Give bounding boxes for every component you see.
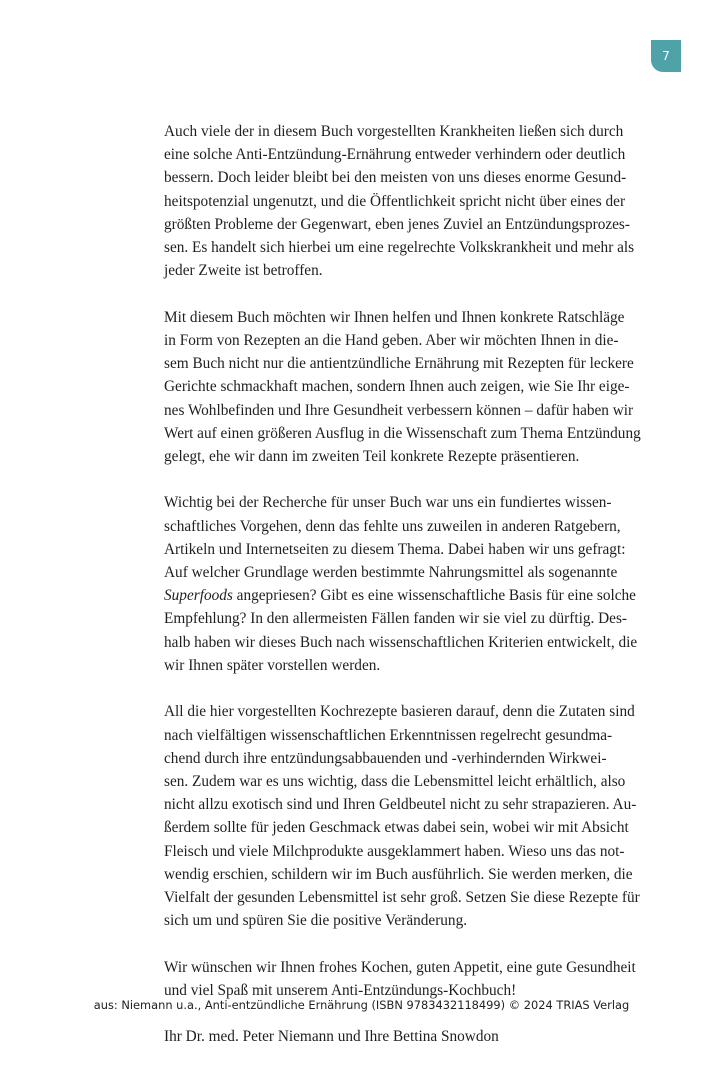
text-line: Gerichte schmackhaft machen, sondern Ihnen auch zeigen, wie Sie Ihr eige- — [164, 378, 630, 396]
paragraph — [164, 1025, 644, 1048]
text-line: Wichtig bei der Recherche für unser Buch war uns ein fundiertes wissen- — [164, 494, 612, 512]
text-line: bessern. Doch leider bleibt bei den meisten von uns dieses enorme Gesund- — [164, 169, 627, 187]
text-line: chend durch ihre entzündungsabbauenden und -verhindernden Wirkwei- — [164, 749, 607, 767]
text-line: Auch viele der in diesem Buch vorgestellten Krankheiten ließen sich durch — [164, 123, 624, 140]
text-line: halb haben wir dieses Buch nach wissenschaftlichen Kriterien entwickelt, die — [164, 633, 638, 651]
text-line: gelegt, ehe wir dann im zweiten Teil konkrete Rezepte präsentieren. — [164, 447, 580, 465]
text-line: größten Probleme der Gegenwart, eben jenes Zuviel an Entzündungsprozes- — [164, 215, 630, 233]
text-line: All die hier vorgestellten Kochrezepte basieren darauf, denn die Zutaten sind — [164, 703, 635, 721]
paragraph — [164, 306, 644, 468]
text-line: Fleisch und viele Milchprodukte ausgeklammert haben. Wieso uns das not- — [164, 842, 625, 860]
text-line: Auf welcher Grundlage werden bestimmte Nahrungsmittel als sogenannte — [164, 564, 618, 582]
text-line-rest: angepriesen? Gibt es eine wissenschaftliche Basis für eine solche — [232, 587, 636, 605]
text-line: schaftliches Vorgehen, denn das fehlte uns zuweilen in anderen Ratgebern, — [164, 517, 621, 535]
italic-term: Superfoods — [164, 587, 233, 605]
text-line: Mit diesem Buch möchten wir Ihnen helfen und Ihnen konkrete Ratschläge — [164, 308, 625, 326]
text-line: Vielfalt der gesunden Lebensmittel ist sehr groß. Setzen Sie diese Rezepte für — [164, 888, 640, 906]
paragraph — [164, 700, 644, 932]
text-line: sem Buch nicht nur die antientzündliche Ernährung mit Rezepten für leckere — [164, 355, 634, 373]
body-text — [164, 120, 644, 1072]
paragraph — [164, 120, 644, 282]
text-line: eine solche Anti-Entzündung-Ernährung entweder verhindern oder deutlich — [164, 146, 626, 164]
text-line: heitspotenzial ungenutzt, und die Öffentlichkeit spricht nicht über eines der — [164, 192, 626, 210]
page-number-badge: 7 — [651, 40, 681, 72]
text-line: Ihr Dr. med. Peter Niemann und Ihre Bettina Snowdon — [164, 1028, 499, 1046]
text-line: nach vielfältigen wissenschaftlichen Erkenntnissen regelrecht gesundma- — [164, 726, 613, 744]
text-line: Artikeln und Internetseiten zu diesem Thema. Dabei haben wir uns gefragt: — [164, 540, 626, 558]
text-line: nes Wohlbefinden und Ihre Gesundheit verbessern können – dafür haben wir — [164, 401, 634, 419]
text-line: wir Ihnen später vorstellen werden. — [164, 656, 381, 674]
text-line: wendig erschien, schildern wir im Buch ausführlich. Sie werden merken, die — [164, 865, 633, 883]
paragraph — [164, 491, 644, 677]
text-line: in Form von Rezepten an die Hand geben. Aber wir möchten Ihnen in die- — [164, 331, 619, 349]
paragraph — [164, 956, 644, 1002]
text-line: Wert auf einen größeren Ausflug in die Wissenschaft zum Thema Entzündung — [164, 424, 641, 442]
text-line: Wir wünschen wir Ihnen frohes Kochen, guten Appetit, eine gute Gesundheit — [164, 958, 636, 976]
text-line — [164, 584, 644, 607]
text-line: ßerdem sollte für jeden Geschmack etwas dabei sein, wobei wir mit Absicht — [164, 819, 629, 837]
text-line: sen. Es handelt sich hierbei um eine regelrechte Volkskrankheit und mehr als — [164, 239, 635, 257]
text-line: sen. Zudem war es uns wichtig, dass die Lebensmittel leicht erhältlich, also — [164, 772, 626, 790]
text-line: nicht allzu exotisch sind und Ihren Geldbeutel nicht zu sehr strapazieren. Au- — [164, 796, 637, 814]
footer-citation: aus: Niemann u.a., Anti-entzündliche Ernährung (ISBN 9783432118499) © 2024 TRIAS Verlag — [93, 998, 630, 1012]
text-line: Empfehlung? In den allermeisten Fällen fanden wir sie viel zu dürftig. Des- — [164, 610, 628, 628]
text-line: sich um und spüren Sie die positive Veränderung. — [164, 912, 468, 930]
text-line: jeder Zweite ist betroffen. — [164, 262, 323, 280]
text-line: und viel Spaß mit unserem Anti-Entzündungs-Kochbuch! — [164, 981, 517, 999]
